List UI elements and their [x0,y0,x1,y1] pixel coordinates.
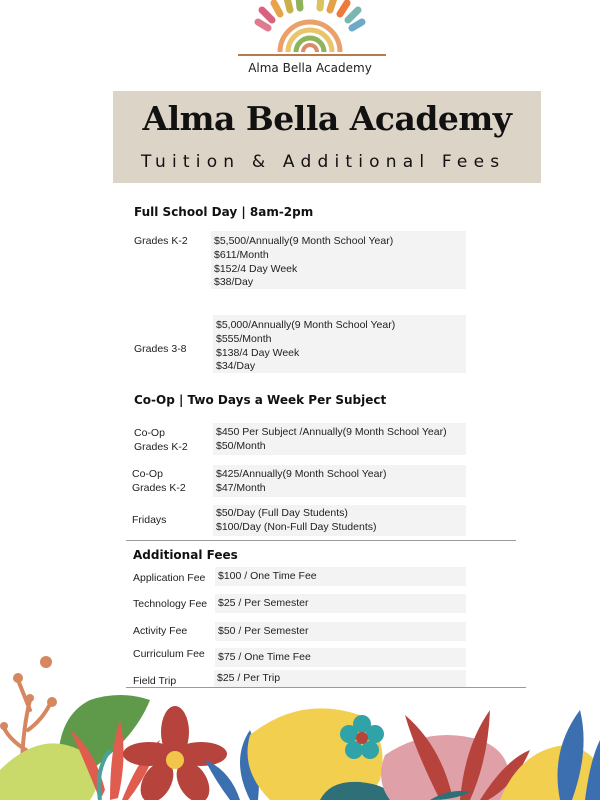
additional-fee-value: $75 / One Time Fee [215,648,466,667]
fee-line: $152/4 Day Week [214,262,298,275]
fee-line: $5,000/Annually(9 Month School Year) [216,319,396,331]
coop-label-line: Grades K-2 [134,441,188,453]
additional-fees-heading: Additional Fees [133,548,238,562]
full-day-row-label: Grades 3-8 [134,343,187,355]
fee-line: $611/Month [214,248,269,261]
fee-line: $425/Annually(9 Month School Year) [216,468,387,480]
fee-line: $555/Month [216,332,272,345]
additional-fee-label: Curriculum Fee [133,648,205,660]
coop-label-line: Co-Op [132,468,163,480]
coop-label-line: Grades K-2 [132,482,186,494]
additional-fee-label: Technology Fee [133,598,208,610]
coop-label-line: Co-Op [134,427,165,439]
additional-fee-label: Field Trip [133,675,177,687]
fee-line: $50/Day (Full Day Students) [216,507,348,519]
fee-line: $100/Day (Non-Full Day Students) [216,520,377,533]
page-subtitle: Tuition & Additional Fees [141,152,506,172]
coop-row-label [134,426,188,454]
coop-row-values [213,505,466,536]
full-day-row-values [213,315,466,373]
full-day-row-values [211,231,466,289]
full-day-row-label: Grades K-2 [134,235,188,247]
coop-row-values [213,423,466,455]
floral-decoration-icon [0,640,600,800]
coop-row-values [213,465,466,497]
additional-fee-label: Application Fee [133,572,206,584]
fee-line: $5,500/Annually(9 Month School Year) [214,235,394,247]
fee-line: $38/Day [214,276,254,289]
fee-line: $47/Month [216,481,266,494]
academy-logo [228,0,392,82]
fee-line: $450 Per Subject /Annually(9 Month School Year) [216,426,447,438]
additional-fee-value: $25 / Per Semester [215,594,466,613]
full-day-heading: Full School Day | 8am-2pm [134,205,314,219]
sunrise-logo-icon [228,0,392,62]
fee-line: $138/4 Day Week [216,346,300,359]
additional-fee-value: $50 / Per Semester [215,622,466,641]
fee-line: $34/Day [216,360,256,373]
additional-fee-value: $25 / Per Trip [214,670,466,688]
section-divider [126,540,516,541]
coop-row-label: Fridays [132,514,167,526]
logo-text: Alma Bella Academy [248,61,372,75]
additional-fee-label: Activity Fee [133,625,188,637]
coop-heading: Co-Op | Two Days a Week Per Subject [134,393,387,407]
fee-line: $50/Month [216,439,266,452]
page-title: Alma Bella Academy [142,99,512,138]
coop-row-label [132,467,186,495]
additional-fee-value: $100 / One Time Fee [215,567,466,586]
title-banner [113,91,541,183]
